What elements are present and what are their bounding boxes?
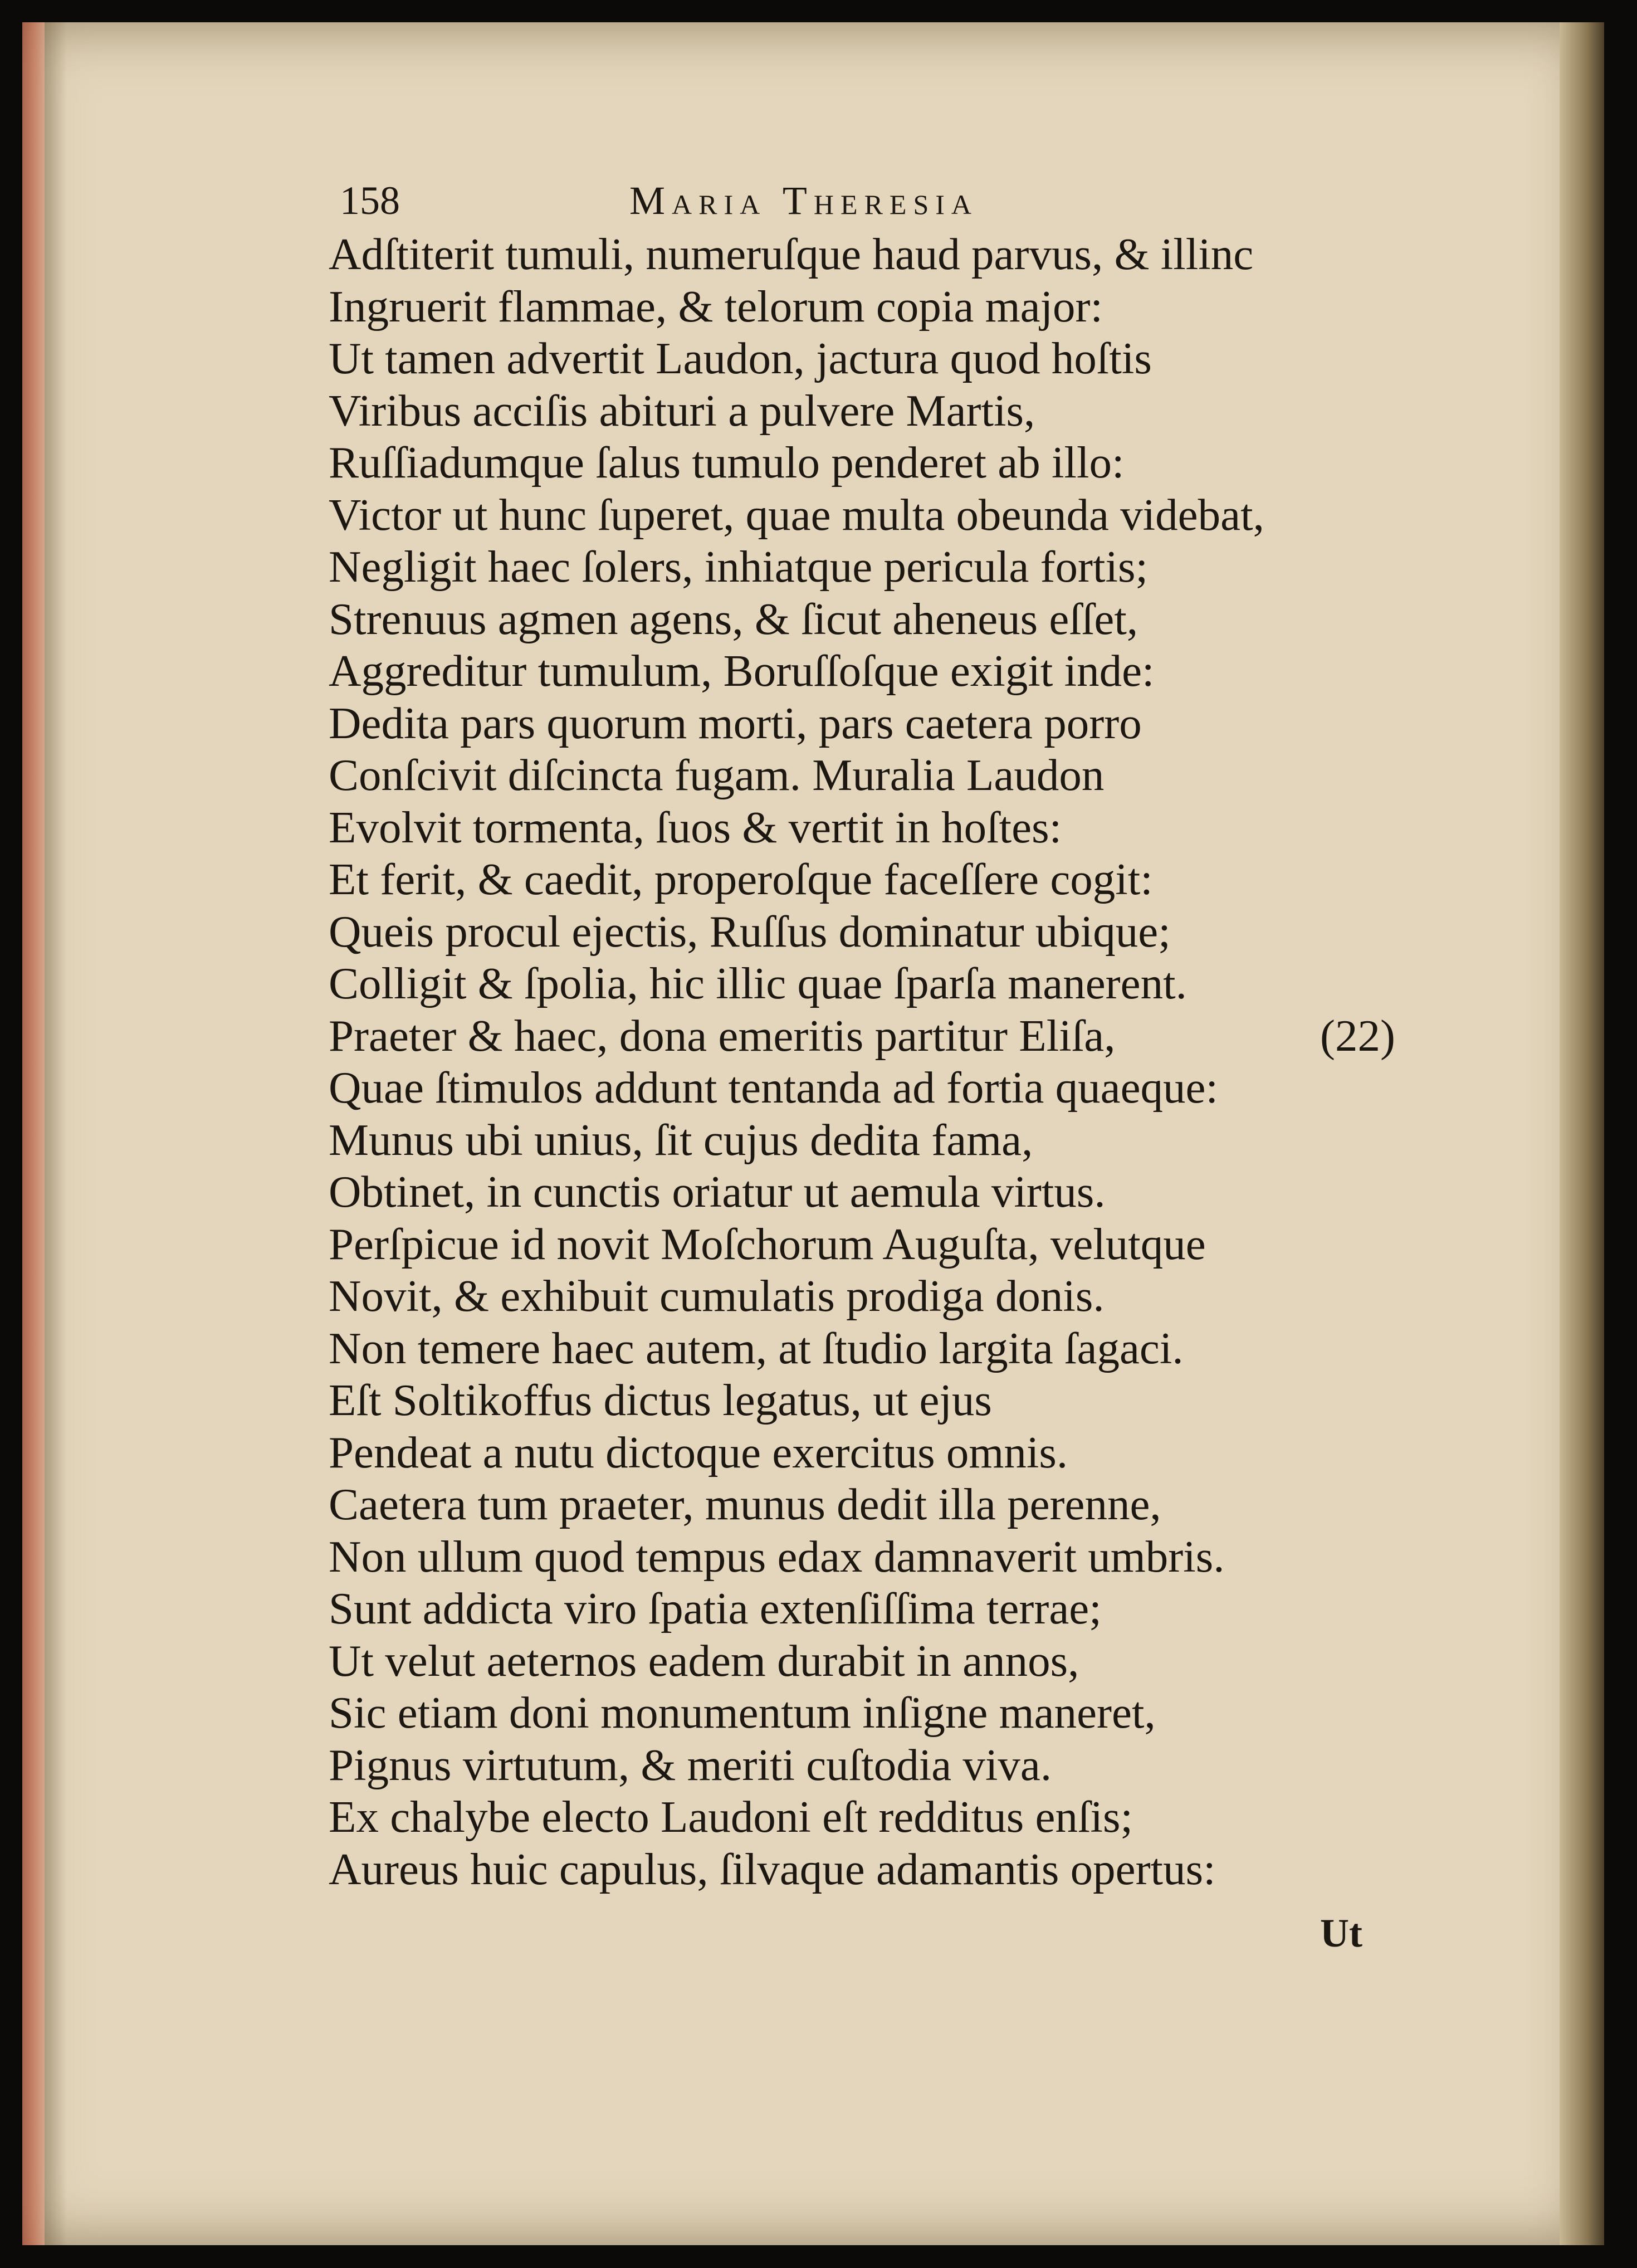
verse-line [329,1323,1443,1375]
verse-line-text: Victor ut hunc ſuperet, quae multa obeunda videbat, [329,489,1264,540]
page-header [340,164,1164,231]
verse-line-text: Viribus acciſis abituri a pulvere Martis, [329,385,1035,436]
verse-line-text: Negligit haec ſolers, inhiatque pericula fortis; [329,542,1149,592]
next-page-edge [1560,22,1604,2245]
verse-line [329,437,1443,489]
verse-line [329,385,1443,437]
verse-line-text: Quae ſtimulos addunt tentanda ad fortia quaeque: [329,1062,1218,1113]
verse-line-text: Ut velut aeternos eadem durabit in annos, [329,1635,1079,1686]
verse-line-text: Ruſſiadumque ſalus tumulo penderet ab illo: [329,437,1125,487]
verse-line [329,489,1443,542]
verse-line-text: Aureus huic capulus, ſilvaque adamantis opertus: [329,1843,1216,1894]
verse-line-text: Munus ubi unius, ſit cujus dedita fama, [329,1114,1033,1165]
verse-line [329,749,1443,802]
verse-line [329,1374,1443,1427]
verse-line [329,281,1443,333]
catchword: Ut [1320,1911,1362,1955]
verse-line-text: Strenuus agmen agens, & ſicut aheneus eſſet, [329,593,1138,644]
verse-line [329,541,1443,593]
verse-line-text: Obtinet, in cunctis oriatur ut aemula virtus. [329,1167,1106,1217]
verse-line-text: Dedita pars quorum morti, pars caetera porro [329,698,1142,748]
footnote-reference: (22) [1320,1010,1395,1061]
verse-line-text: Ingruerit flammae, & telorum copia major: [329,281,1103,331]
verse-line-text: Caetera tum praeter, munus dedit illa perenne, [329,1479,1161,1529]
verse-line-text: Non temere haec autem, at ſtudio largita ſagaci. [329,1323,1184,1373]
verse-line [329,1843,1443,1896]
verse-line-text: Praeter & haec, dona emeritis partitur Eliſa, [329,1010,1116,1061]
verse-line-text: Non ullum quod tempus edax damnaverit umbris. [329,1531,1225,1582]
verse-line-text: Et ferit, & caedit, properoſque faceſſere cogit: [329,854,1153,904]
verse-line [329,1166,1443,1218]
verse-line [329,1218,1443,1271]
verse-line [329,593,1443,646]
verse-line-text: Sic etiam doni monumentum inſigne maneret, [329,1687,1156,1738]
gutter-shadow [45,22,67,2245]
verse-line-text: Pignus virtutum, & meriti cuſtodia viva. [329,1739,1052,1790]
verse-line [329,1427,1443,1479]
verse-line [329,958,1443,1010]
verse-line [329,645,1443,698]
verse-line-text: Novit, & exhibuit cumulatis prodiga donis. [329,1271,1105,1321]
verse-line [329,1791,1443,1843]
verse-line [329,906,1443,958]
verse-line-text: Colligit & ſpolia, hic illic quae ſparſa manerent. [329,958,1187,1008]
verse-line [329,1739,1443,1792]
verse-line-text: Eſt Soltikoffus dictus legatus, ut ejus [329,1375,992,1425]
verse-line [329,698,1443,750]
verse-line-text: Evolvit tormenta, ſuos & vertit in hoſtes: [329,802,1062,852]
verse-line [329,802,1443,854]
verse-line-text: Adſtiterit tumuli, numeruſque haud parvus, & illinc [329,229,1254,279]
running-title: Maria Theresia [629,178,979,223]
verse-line [329,1635,1443,1687]
verse-line [329,1479,1443,1531]
verse-line [329,1531,1443,1583]
verse-line-text: Aggreditur tumulum, Boruſſoſque exigit inde: [329,646,1155,696]
verse-line [329,1010,1443,1062]
verse-line [329,853,1443,906]
verse-line-text: Ut tamen advertit Laudon, jactura quod hoſtis [329,333,1152,383]
verse-line [329,1062,1443,1114]
verse-line-text: Sunt addicta viro ſpatia extenſiſſima terrae; [329,1583,1102,1633]
verse-line-text: Queis procul ejectis, Ruſſus dominatur ubique; [329,906,1171,957]
verse-line-text: Pendeat a nutu dictoque exercitus omnis. [329,1427,1068,1477]
verse-line [329,228,1443,281]
page-number: 158 [340,178,400,223]
verse-line-text: Ex chalybe electo Laudoni eſt redditus enſis; [329,1792,1133,1842]
verse-line [329,1114,1443,1167]
verse-line [329,1583,1443,1635]
verse-text [329,228,1443,1895]
verse-line [329,333,1443,385]
verse-line-text: Conſcivit diſcincta fugam. Muralia Laudon [329,750,1105,800]
verse-line [329,1687,1443,1739]
verse-line [329,1270,1443,1323]
red-page-edge [22,22,45,2245]
verse-line-text: Perſpicue id novit Moſchorum Auguſta, velutque [329,1218,1206,1269]
